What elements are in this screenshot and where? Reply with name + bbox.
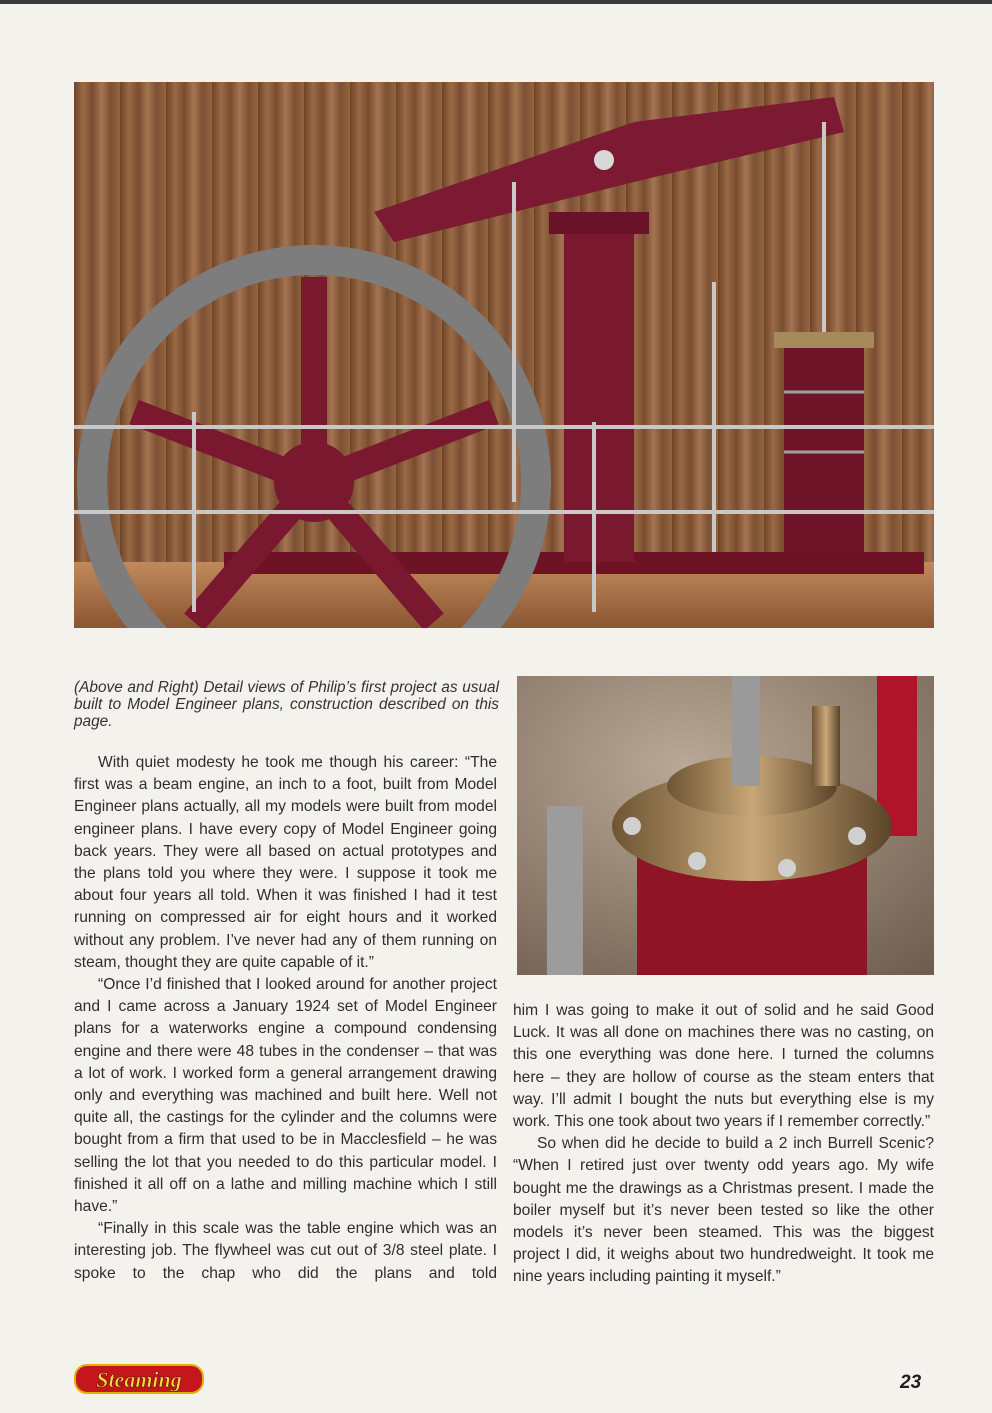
photo-caption: (Above and Right) Detail views of Philip’s first project as usual built to Model Engineer plans, construction described on this page. [74,679,499,730]
paragraph: him I was going to make it out of solid and he said Good Luck. It was all done on machines there was no casting, on this one everything was done here. I turned the columns here – they are hollow of course as the steam enters that way. I’ll admit I bought the nuts but everything else is my work. This one took about two years if I remember correctly.” [513,1002,934,1131]
top-border [0,0,992,4]
paragraph: “Finally in this scale was the table engine which was an interesting job. The flywheel was cut out of 3/8 steel plate. I spoke to the chap who did the plans and told [74,1220,497,1282]
svg-text:Steaming: Steaming [96,1367,182,1392]
paragraph: So when did he decide to build a 2 inch Burrell Scenic? “When I retired just over twenty odd years ago. My wife bought me the drawings as a Christmas present. I made the boiler myself but it’s never been tested so like the other models it’s never been steamed. This was the biggest project I did, it weighs about two hundredweight. It took me nine years including painting it myself.” [513,1135,934,1286]
cylinder-detail-photo [517,676,934,975]
paragraph: “Once I’d finished that I looked around for another project and I came across a January 1924 set of Model Engineer plans for a waterworks engine a compound condensing engine and there were 48 tubes in the condenser – that was a lot of work. I worked form a general arrangement drawing only and everything was machined and built here. Well not quite all, the castings for the cylinder and the columns were bought from a firm that used to be in Macclesfield – he was selling the lot that you needed to do this particular model. I finished it all off on a lathe and milling machine which I still have.” [74,976,497,1216]
paragraph: With quiet modesty he took me though his career: “The first was a beam engine, an inch to a foot, built from Model Engineer plans actually, all my models were built from model engineer plans. I have every copy of Model Engineer going back years. They were all based on actual prototypes and the plans told you where they were. I suppose it took me about four years all told. When it was finished I had it test running on compressed air for eight hours and it worked without any problem. I’ve never had any of them running on steam, thought they are quite capable of it.” [74,754,497,971]
beam-engine-photo [74,82,934,628]
magazine-logo [74,1362,204,1396]
article-left-column [74,752,497,1285]
article-right-column [513,1000,934,1289]
page-number: 23 [900,1372,922,1393]
